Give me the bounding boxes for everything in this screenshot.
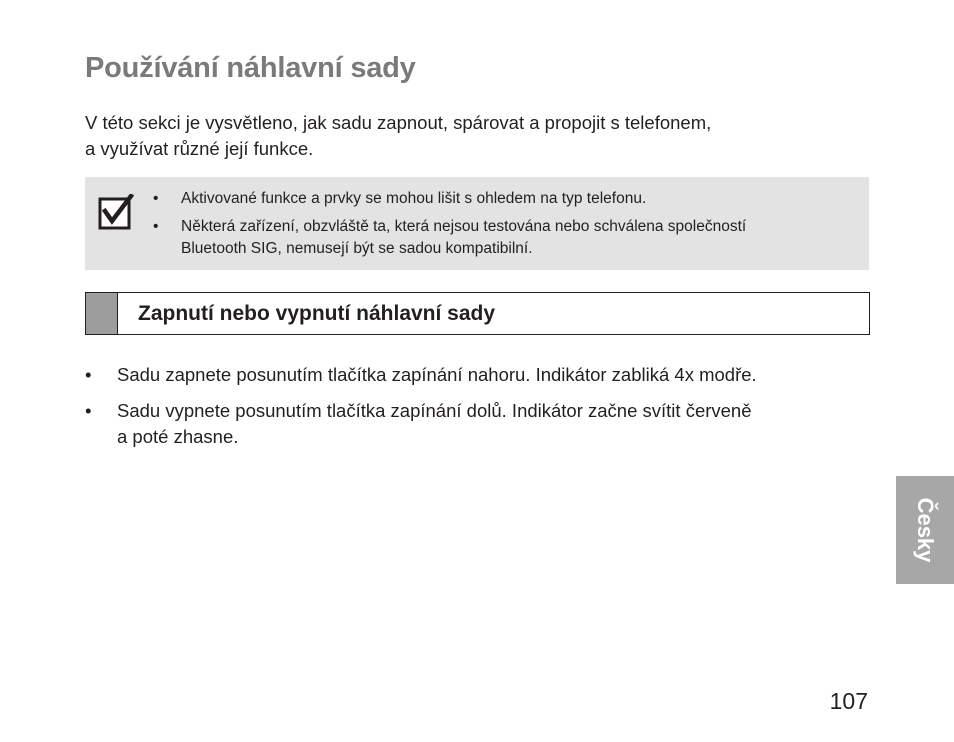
checkbox-checked-icon — [98, 194, 134, 230]
list-line: Sadu zapnete posunutím tlačítka zapínání nahoru. Indikátor zabliká 4x modře. — [117, 364, 757, 385]
note-box — [85, 177, 869, 270]
bullet: • — [153, 218, 159, 235]
note-item — [153, 188, 858, 210]
page-title: Používání náhlavní sady — [85, 52, 416, 84]
bullet: • — [85, 364, 92, 385]
note-item — [153, 216, 858, 260]
intro-line: a využívat různé její funkce. — [85, 138, 314, 159]
page-number: 107 — [829, 688, 868, 714]
list-line: Sadu vypnete posunutím tlačítka zapínání dolů. Indikátor začne svítit červeně — [117, 400, 752, 421]
note-line: Aktivované funkce a prvky se mohou lišit s ohledem na typ telefonu. — [181, 190, 647, 207]
note-list — [153, 188, 858, 266]
intro-line: V této sekci je vysvětleno, jak sadu zapnout, spárovat a propojit s telefonem, — [85, 112, 712, 133]
list-item — [85, 362, 865, 388]
intro-paragraph — [85, 110, 825, 162]
note-line: Bluetooth SIG, nemusejí být se sadou kompatibilní. — [181, 240, 533, 257]
language-tab — [896, 476, 954, 584]
note-line: Některá zařízení, obzvláště ta, která nejsou testována nebo schválena společností — [181, 218, 747, 235]
section-header — [85, 292, 870, 335]
instruction-list — [85, 362, 865, 460]
list-line: a poté zhasne. — [117, 426, 239, 447]
section-title: Zapnutí nebo vypnutí náhlavní sady — [138, 302, 496, 325]
bullet: • — [85, 400, 92, 421]
list-item — [85, 398, 865, 450]
language-tab-label: Česky — [913, 497, 938, 563]
section-marker — [86, 293, 118, 334]
bullet: • — [153, 190, 159, 207]
